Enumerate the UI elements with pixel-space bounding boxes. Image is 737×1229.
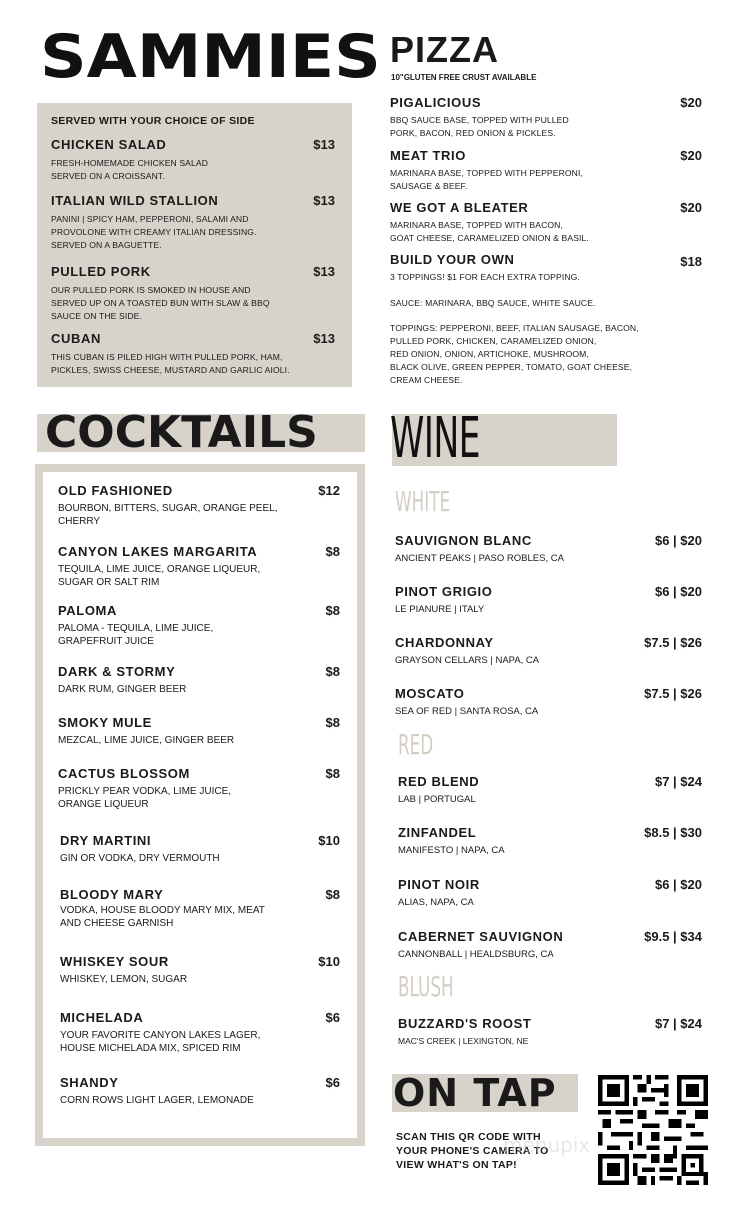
item-price: $8.5 | $30 <box>644 825 702 840</box>
wine-item <box>395 635 702 666</box>
wine-item <box>398 825 702 856</box>
desc-line: 3 TOPPINGS! $1 FOR EACH EXTRA TOPPING. <box>390 272 580 282</box>
item-price: $9.5 | $34 <box>644 929 702 944</box>
item-name: SAUVIGNON BLANC <box>395 533 532 548</box>
desc-line: PANINI | SPICY HAM, PEPPERONI, SALAMI AND <box>51 214 249 224</box>
desc-line: PORK, BACON, RED ONION & PICKLES. <box>390 128 556 138</box>
desc-line: VODKA, HOUSE BLOODY MARY MIX, MEAT <box>60 905 265 916</box>
wine-category-red: RED <box>398 728 434 761</box>
item-price: $6 <box>325 1075 340 1090</box>
item-name: BLOODY MARY <box>60 887 164 902</box>
item-desc <box>58 735 340 748</box>
item-desc <box>51 351 335 377</box>
item-desc: MANIFESTO | NAPA, CA <box>398 845 505 856</box>
cocktail-item <box>58 766 340 811</box>
desc-line: MARINARA BASE, TOPPED WITH PEPPERONI, <box>390 168 583 178</box>
cocktail-item <box>58 544 340 589</box>
item-price: $8 <box>325 603 340 618</box>
item-name: PINOT NOIR <box>398 877 480 892</box>
cocktail-item <box>58 483 340 528</box>
desc-line: HOUSE MICHELADA MIX, SPICED RIM <box>60 1042 241 1054</box>
cocktail-item <box>60 887 340 930</box>
pizza-title: PIZZA <box>390 29 499 70</box>
item-price: $8 <box>325 887 340 902</box>
qr-code-icon[interactable] <box>598 1075 708 1185</box>
desc-line: PROVOLONE WITH CREAMY ITALIAN DRESSING. <box>51 227 257 237</box>
item-price: $6 | $20 <box>654 877 702 892</box>
item-desc <box>60 1095 340 1108</box>
item-price: $6 | $20 <box>654 584 702 599</box>
item-desc <box>60 853 340 866</box>
item-desc: SEA OF RED | SANTA ROSA, CA <box>395 706 539 717</box>
item-name: BUZZARD'S ROOST <box>398 1016 532 1031</box>
item-name: CHARDONNAY <box>395 635 494 650</box>
desc-line: SERVED UP ON A TOASTED BUN WITH SLAW & BBQ <box>51 298 270 308</box>
desc-line: PRICKLY PEAR VODKA, LIME JUICE, <box>58 786 232 797</box>
desc-line: FRESH-HOMEMADE CHICKEN SALAD <box>51 158 209 168</box>
item-name: PALOMA <box>58 603 117 618</box>
item-name: DARK & STORMY <box>58 664 176 679</box>
item-desc <box>390 114 702 140</box>
item-price: $13 <box>313 331 335 346</box>
item-desc: ANCIENT PEAKS | PASO ROBLES, CA <box>395 553 564 564</box>
item-price: $13 <box>313 137 335 152</box>
item-desc <box>390 167 702 193</box>
item-desc <box>60 1030 340 1055</box>
item-name: MICHELADA <box>60 1010 144 1025</box>
item-name: MEAT TRIO <box>390 148 466 163</box>
desc-line: GIN OR VODKA, DRY VERMOUTH <box>60 853 220 864</box>
desc-line: MARINARA BASE, TOPPED WITH BACON, <box>390 220 563 230</box>
item-name: CUBAN <box>51 331 101 346</box>
item-desc: CANNONBALL | HEALDSBURG, CA <box>398 949 554 960</box>
wine-item <box>398 774 702 805</box>
on-tap-title: ON TAP <box>393 1071 557 1115</box>
item-name: OLD FASHIONED <box>58 483 173 498</box>
wine-category-blush: BLUSH <box>398 970 454 1003</box>
item-name: WE GOT A BLEATER <box>390 200 529 215</box>
item-price: $20 <box>680 95 702 110</box>
desc-line: CHERRY <box>58 515 101 527</box>
cocktail-item <box>60 1010 340 1055</box>
item-name: WHISKEY SOUR <box>60 954 169 969</box>
desc-line: AND CHEESE GARNISH <box>60 917 174 929</box>
item-desc: LAB | PORTUGAL <box>398 794 476 805</box>
item-price: $20 <box>680 200 702 215</box>
item-name: PINOT GRIGIO <box>395 584 493 599</box>
sammies-intro: SERVED WITH YOUR CHOICE OF SIDE <box>51 115 255 127</box>
item-name: CACTUS BLOSSOM <box>58 766 190 781</box>
desc-line: SCAN THIS QR CODE WITH <box>396 1131 541 1143</box>
item-price: $6 | $20 <box>654 533 702 548</box>
pizza-item <box>390 148 702 193</box>
item-desc <box>60 905 340 930</box>
wine-item <box>398 929 702 960</box>
desc-line: PULLED PORK, CHICKEN, CARAMELIZED ONION, <box>390 336 597 346</box>
item-desc: GRAYSON CELLARS | NAPA, CA <box>395 655 540 666</box>
sammie-item <box>51 264 335 323</box>
cocktail-item <box>60 954 340 987</box>
cocktails-inner <box>43 472 357 1138</box>
item-name: SMOKY MULE <box>58 715 152 730</box>
sammies-title: SAMMIES <box>40 22 381 92</box>
item-desc: LE PIANURE | ITALY <box>395 604 485 615</box>
item-price: $13 <box>313 264 335 279</box>
desc-line: CREAM CHEESE. <box>390 375 463 385</box>
item-price: $8 <box>325 664 340 679</box>
item-name: ZINFANDEL <box>398 825 477 840</box>
wine-item <box>398 877 702 908</box>
desc-line: GOAT CHEESE, CARAMELIZED ONION & BASIL. <box>390 233 589 243</box>
item-price: $10 <box>318 833 340 848</box>
desc-line: YOUR FAVORITE CANYON LAKES LAGER, <box>60 1030 261 1041</box>
wine-item <box>395 533 702 564</box>
item-desc <box>390 219 702 245</box>
desc-line: VIEW WHAT'S ON TAP! <box>396 1159 517 1171</box>
item-desc: ALIAS, NAPA, CA <box>398 897 474 908</box>
desc-line: YOUR PHONE'S CAMERA TO <box>396 1145 549 1157</box>
item-price: $18 <box>680 254 702 269</box>
item-price: $12 <box>318 483 340 498</box>
sammies-panel <box>37 103 352 387</box>
desc-line: SERVED ON A CROISSANT. <box>51 171 165 181</box>
desc-line: GRAPEFRUIT JUICE <box>58 635 154 647</box>
sammie-item <box>51 331 335 377</box>
item-name: MOSCATO <box>395 686 465 701</box>
wine-item <box>395 686 702 717</box>
pizza-item <box>390 252 702 284</box>
item-name: CHICKEN SALAD <box>51 137 167 152</box>
item-price: $8 <box>325 766 340 781</box>
item-price: $10 <box>318 954 340 969</box>
desc-line: PALOMA - TEQUILA, LIME JUICE, <box>58 623 214 634</box>
wine-item <box>398 1016 702 1046</box>
cocktails-panel <box>35 464 365 1146</box>
item-name: CABERNET SAUVIGNON <box>398 929 564 944</box>
desc-line: PICKLES, SWISS CHEESE, MUSTARD AND GARLIC AIOLI. <box>51 365 290 375</box>
desc-line: CORN ROWS LIGHT LAGER, LEMONADE <box>60 1095 254 1106</box>
pizza-sauce: SAUCE: MARINARA, BBQ SAUCE, WHITE SAUCE. <box>390 298 596 308</box>
item-desc <box>58 503 340 528</box>
item-name: SHANDY <box>60 1075 119 1090</box>
desc-line: TOPPINGS: PEPPERONI, BEEF, ITALIAN SAUSAGE, BACON, <box>390 323 639 333</box>
sammie-item <box>51 193 335 252</box>
item-desc <box>390 271 702 284</box>
desc-line: BBQ SAUCE BASE, TOPPED WITH PULLED <box>390 115 569 125</box>
item-name: PIGALICIOUS <box>390 95 482 110</box>
item-desc <box>51 284 335 323</box>
desc-line: DARK RUM, GINGER BEER <box>58 684 187 695</box>
item-name: BUILD YOUR OWN <box>390 252 515 267</box>
cocktail-item <box>60 833 340 866</box>
desc-line: BLACK OLIVE, GREEN PEPPER, TOMATO, GOAT CHEESE, <box>390 362 633 372</box>
wine-title: WINE <box>390 406 481 471</box>
item-name: RED BLEND <box>398 774 480 789</box>
item-desc <box>58 623 340 648</box>
item-desc <box>51 157 335 183</box>
desc-line: SAUSAGE & BEEF. <box>390 181 468 191</box>
item-name: PULLED PORK <box>51 264 151 279</box>
pizza-item <box>390 95 702 140</box>
desc-line: SUGAR OR SALT RIM <box>58 576 160 588</box>
cocktails-title: COCKTAILS <box>45 407 318 458</box>
pizza-item <box>390 200 702 245</box>
cocktail-item <box>58 715 340 748</box>
desc-line: ORANGE LIQUEUR <box>58 798 149 810</box>
item-name: CANYON LAKES MARGARITA <box>58 544 258 559</box>
cocktail-item <box>58 664 340 697</box>
item-name: DRY MARTINI <box>60 833 152 848</box>
item-name: ITALIAN WILD STALLION <box>51 193 219 208</box>
item-price: $13 <box>313 193 335 208</box>
desc-line: RED ONION, ONION, ARTICHOKE, MUSHROOM, <box>390 349 589 359</box>
item-price: $6 <box>325 1010 340 1025</box>
item-desc <box>58 786 340 811</box>
item-desc <box>58 684 340 697</box>
desc-line: TEQUILA, LIME JUICE, ORANGE LIQUEUR, <box>58 564 261 575</box>
watermark: menupix <box>503 1133 591 1157</box>
item-price: $8 <box>325 715 340 730</box>
item-price: $7.5 | $26 <box>644 635 702 650</box>
desc-line: WHISKEY, LEMON, SUGAR <box>60 974 188 985</box>
cocktail-item <box>60 1075 340 1108</box>
item-price: $7 | $24 <box>654 774 702 789</box>
desc-line: SAUCE ON THE SIDE. <box>51 311 142 321</box>
cocktail-item <box>58 603 340 648</box>
desc-line: OUR PULLED PORK IS SMOKED IN HOUSE AND <box>51 285 251 295</box>
wine-category-white: WHITE <box>395 485 451 518</box>
item-desc <box>60 974 340 987</box>
desc-line: BOURBON, BITTERS, SUGAR, ORANGE PEEL, <box>58 503 278 514</box>
item-price: $7.5 | $26 <box>644 686 702 701</box>
sammie-item <box>51 137 335 183</box>
item-desc <box>58 564 340 589</box>
desc-line: MEZCAL, LIME JUICE, GINGER BEER <box>58 735 235 746</box>
item-price: $8 <box>325 544 340 559</box>
desc-line: SERVED ON A BAGUETTE. <box>51 240 162 250</box>
pizza-subtitle: 10"GLUTEN FREE CRUST AVAILABLE <box>391 73 537 82</box>
item-price: $20 <box>680 148 702 163</box>
item-price: $7 | $24 <box>654 1016 702 1031</box>
wine-item <box>395 584 702 615</box>
item-desc <box>51 213 335 252</box>
desc-line: THIS CUBAN IS PILED HIGH WITH PULLED PORK, HAM, <box>51 352 283 362</box>
pizza-toppings <box>390 322 639 387</box>
item-desc: MAC'S CREEK | LEXINGTON, NE <box>398 1036 529 1046</box>
